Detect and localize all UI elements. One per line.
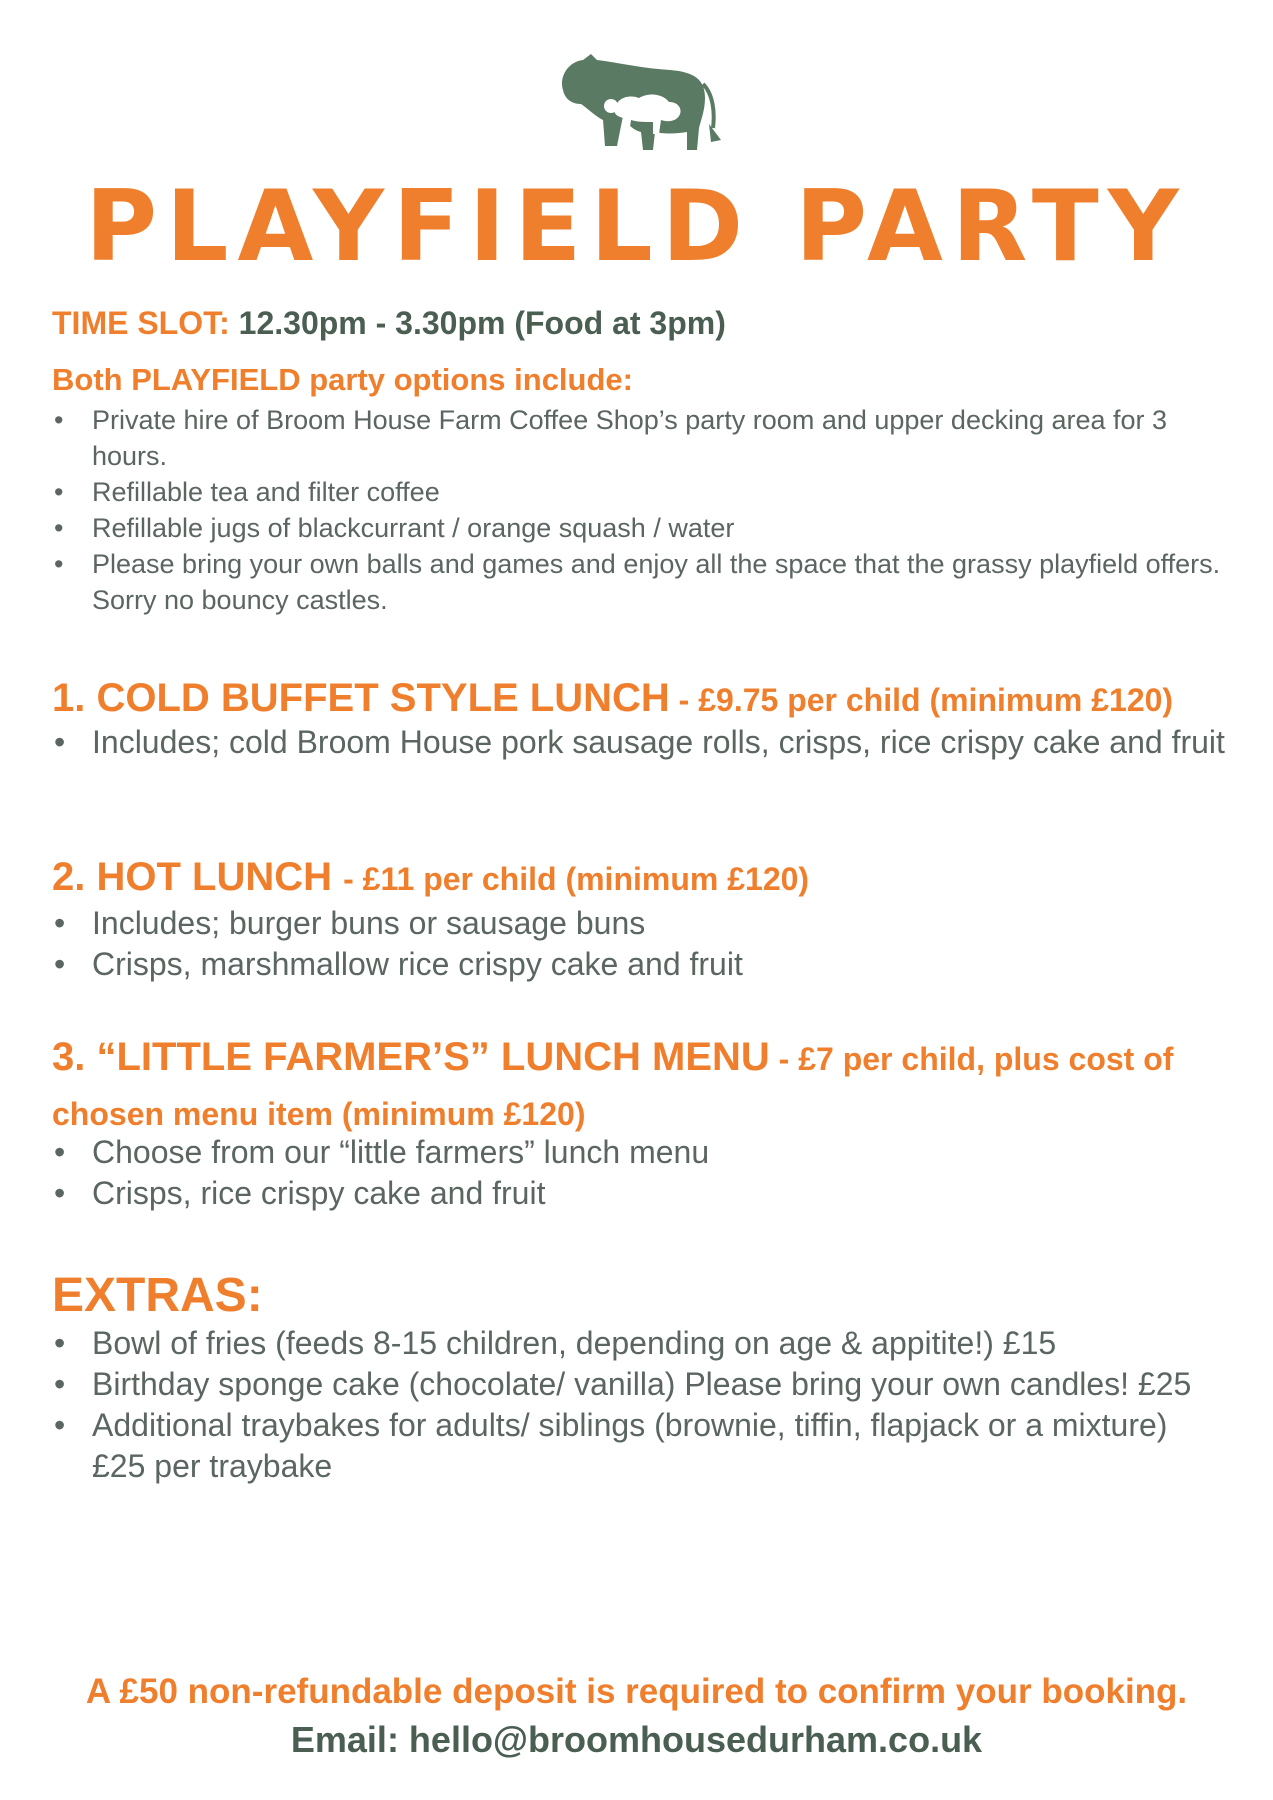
includes-heading: Both PLAYFIELD party options include:: [52, 362, 633, 397]
list-item: • Private hire of Broom House Farm Coffee Shop’s party room and upper decking area for 3 hours.: [52, 402, 1227, 474]
option-1-title: 1. COLD BUFFET STYLE LUNCH: [52, 676, 670, 720]
list-item: • Includes; cold Broom House pork sausage rolls, crisps, rice crispy cake and fruit: [52, 722, 1227, 763]
deposit-notice: A £50 non-refundable deposit is required to confirm your booking.: [85, 1672, 1188, 1711]
extras-heading: EXTRAS:: [52, 1269, 263, 1322]
option-2-title: 2. HOT LUNCH: [52, 855, 344, 899]
list-item: • Bowl of fries (feeds 8-15 children, depending on age & appitite!) £15: [52, 1323, 1227, 1364]
list-item: • Crisps, rice crispy cake and fruit: [52, 1173, 1227, 1214]
extras-list: [52, 1323, 1227, 1487]
option-2-list: [52, 903, 1227, 985]
option-2-price: - £11 per child (minimum £120): [343, 861, 810, 897]
list-item: • Refillable tea and filter coffee: [52, 474, 1227, 510]
list-item: • Birthday sponge cake (chocolate/ vanilla) Please bring your own candles! £25: [52, 1364, 1227, 1405]
option-2-heading: [52, 855, 1227, 899]
option-3-price: - £7 per child, plus cost of chosen menu item (minimum £120): [52, 1041, 1174, 1132]
list-item: • Additional traybakes for adults/ siblings (brownie, tiffin, flapjack or a mixture) £25 per traybake: [52, 1405, 1227, 1487]
list-item: • Please bring your own balls and games and enjoy all the space that the grassy playfield offers. Sorry no bouncy castles.: [52, 546, 1227, 618]
option-1-list: [52, 722, 1227, 763]
includes-list: [52, 402, 1227, 618]
list-item: • Refillable jugs of blackcurrant / orange squash / water: [52, 510, 1227, 546]
page-title: PLAYFIELD PARTY: [85, 170, 1188, 284]
cow-and-sheep-logo-icon: [545, 50, 735, 170]
time-slot-label: TIME SLOT:: [52, 305, 230, 341]
list-item: • Includes; burger buns or sausage buns: [52, 903, 1227, 944]
list-item: • Choose from our “little farmers” lunch menu: [52, 1132, 1227, 1173]
list-item: • Crisps, marshmallow rice crispy cake and fruit: [52, 944, 1227, 985]
time-slot: [52, 305, 1227, 342]
option-3-title: 3. “LITTLE FARMER’S” LUNCH MENU: [52, 1035, 770, 1079]
option-3-heading: [52, 1033, 1227, 1145]
option-1-heading: [52, 676, 1227, 720]
contact-email: Email: hello@broomhousedurham.co.uk: [290, 1719, 983, 1760]
time-slot-value: 12.30pm - 3.30pm (Food at 3pm): [238, 305, 726, 341]
option-1-price: - £9.75 per child (minimum £120): [669, 682, 1174, 718]
option-3-list: [52, 1132, 1227, 1214]
